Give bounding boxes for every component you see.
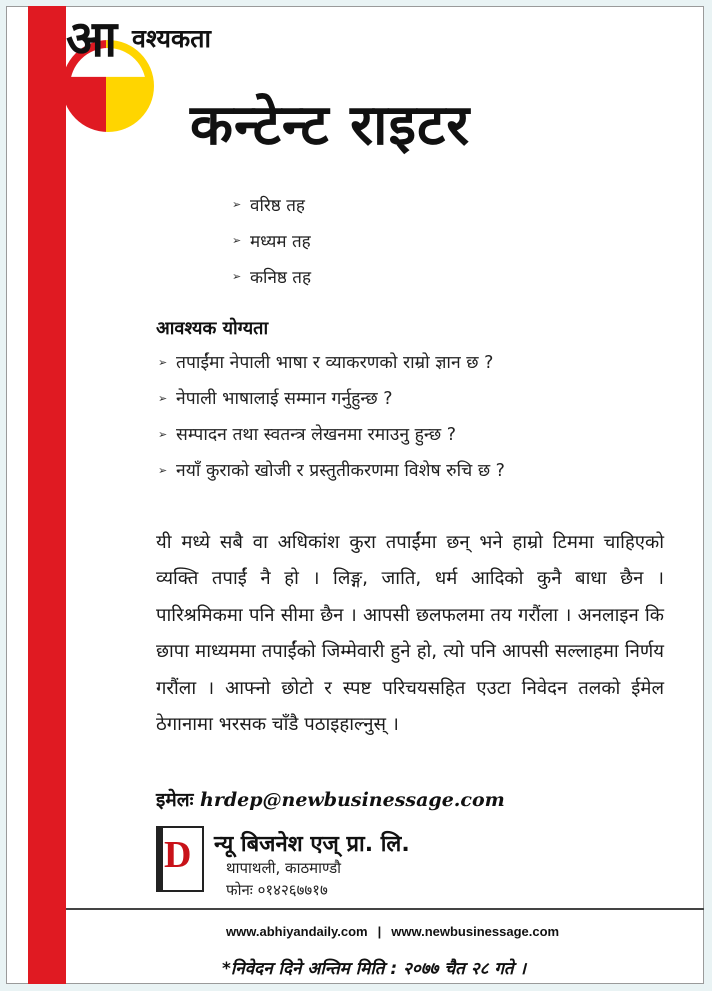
arrow-bullet-icon: ➢ (158, 463, 168, 477)
job-title-headline: कन्टेन्ट राइटर (190, 93, 471, 158)
qualification-item (158, 344, 505, 380)
position-levels-list (232, 186, 311, 294)
qualification-text: सम्पादन तथा स्वतन्त्र लेखनमा रमाउनु हुन्छ ? (176, 425, 457, 445)
arrow-bullet-icon: ➢ (232, 269, 242, 283)
website-links (226, 924, 559, 939)
level-label: कनिष्ठ तह (250, 267, 312, 288)
qualification-text: नयाँ कुराको खोजी र प्रस्तुतीकरणमा विशेष रुचि छ ? (176, 461, 505, 481)
level-label: मध्यम तह (250, 231, 311, 252)
arrow-bullet-icon: ➢ (158, 355, 168, 369)
company-logo-icon (156, 826, 204, 892)
body-paragraph: यी मध्ये सबै वा अधिकांश कुरा तपाईंमा छन् भने हाम्रो टिममा चाहिएको व्यक्ति तपाईं नै हो । लिङ्ग, जाति, धर्म आदिको कुनै बाधा छैन । पारिश्रमिकमा पनि सीमा छैन । आपसी छलफलमा तय गरौंला । अनलाइन कि छापा माध्यममा तपाईंको जिम्मेवारी हुने हो, त्यो पनि आपसी सल्लाहमा निर्णय गरौंला । आफ्नो छोटो र स्पष्ट परिचयसहित एउटा निवेदन तलको ईमेल ठेगानामा भरसक चाँडै पठाइहाल्नुस् । (156, 531, 664, 735)
level-item (232, 258, 311, 294)
company-logo-letter: D (164, 834, 192, 876)
qualification-item (158, 416, 505, 452)
application-deadline: *निवेदन दिने अन्तिम मिति : २०७७ चैत २८ गते । (222, 959, 526, 979)
qualifications-heading: आवश्यक योग्यता (156, 318, 269, 339)
email-address-link[interactable]: hrdep@newbusinessage.com (200, 789, 505, 811)
company-address: थापाथली, काठमाण्डौ (226, 859, 342, 877)
arrow-bullet-icon: ➢ (232, 197, 242, 211)
company-phone: फोनः ०१४२६७७१७ (226, 881, 328, 899)
website-separator: | (377, 924, 382, 939)
level-item (232, 222, 311, 258)
website-link-newbusinessage[interactable]: www.newbusinessage.com (391, 924, 560, 939)
red-side-stripe (28, 6, 66, 984)
footer-divider (66, 908, 704, 910)
arrow-bullet-icon: ➢ (158, 427, 168, 441)
email-line (156, 786, 505, 812)
website-link-abhiyan[interactable]: www.abhiyandaily.com (226, 924, 368, 939)
arrow-bullet-icon: ➢ (232, 233, 242, 247)
arrow-bullet-icon: ➢ (158, 391, 168, 405)
company-name: न्यू बिजनेश एज् प्रा. लि. (214, 832, 410, 857)
qualification-text: नेपाली भाषालाई सम्मान गर्नुहुन्छ ? (176, 389, 393, 409)
qualification-item (158, 452, 505, 488)
level-label: वरिष्ठ तह (250, 195, 305, 216)
level-item (232, 186, 311, 222)
logo-initial: आ (66, 10, 118, 68)
logo-word-rest: वश्यकता (132, 24, 211, 53)
qualification-text: तपाईंमा नेपाली भाषा र व्याकरणको राम्रो ज्ञान छ ? (176, 353, 494, 373)
qualification-item (158, 380, 505, 416)
qualifications-list (158, 344, 505, 488)
email-label: इमेलः (156, 789, 194, 811)
